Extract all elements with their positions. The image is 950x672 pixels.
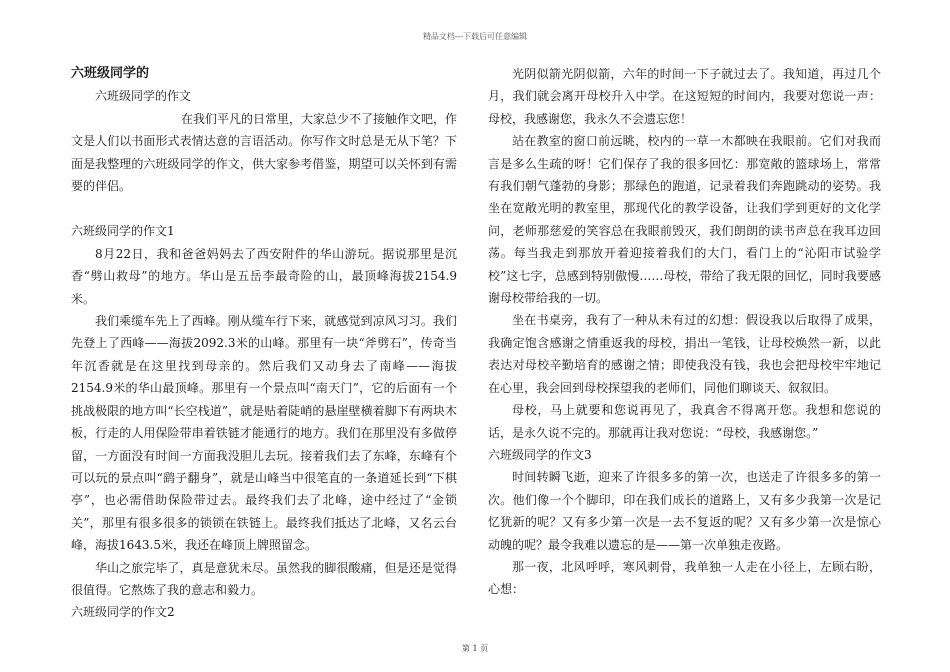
essay-3-paragraph-1: 时间转瞬飞逝，迎来了许很多多的第一次，也送走了许很多多的第一次。他们像一个个脚印，印在我们成长的道路上，又有多少我第一次是记忆犹新的呢？又有多少第一次是一去不复返的呢？又有多少第一次是惊心动魄的呢？最令我难以遗忘的是——第一次单独走夜路。 — [488, 470, 881, 552]
right-column — [488, 63, 881, 601]
essay-1-title: 六班级同学的作文1 — [71, 224, 175, 239]
essay-3-title: 六班级同学的作文3 — [488, 447, 592, 462]
essay-1-paragraph-3: 华山之旅完毕了，真是意犹未尽。虽然我的脚很酸痛，但是还是觉得很值得。它熬炼了我的意志和毅力。 — [71, 560, 457, 597]
page-number: 第 1 页 — [461, 644, 489, 653]
essay-2-paragraph-3: 坐在书桌旁，我有了一种从未有过的幻想：假设我以后取得了成果，我确定饱含感谢之情重返我的母校，捐出一笔钱，让母校焕然一新，以此表达对母校辛勤培育的感谢之情；即使我没有钱，我也会把母校牢牢地记在心里，我会回到母校探望我的老师们，同他们聊谈天、叙叙旧。 — [488, 313, 881, 395]
essay-1-paragraph-2: 我们乘缆车先上了西峰。刚从缆车行下来，就感觉到凉风习习。我们先登上了西峰——海拔2092.3米的山峰。那里有一块“斧劈石”，传奇当年沉香就是在这里找到母亲的。然后我们又动身去了南峰——海拔2154.9米的华山最顶峰。那里有一个景点叫“南天门”，它的后面有一个挑战极限的地方叫“长空栈道”，就是贴着陡峭的悬崖壁横着脚下有两块木板，行走的人用保险带串着铁链才能通行的地方。我们在那里没有多做停留，一方面没有时间一方面我没胆儿去玩。接着我们去了东峰，东峰有个可以玩的景点叫“鹞子翻身”，就是山峰当中很笔直的一条道延长到“下棋亭”，也必需借助保险带过去。最终我们去了北峰，途中经过了“金锁关”，那里有很多很多的锁锁在铁链上。最终我们抵达了北峰，又名云台峰，海拔1643.5米，我还在峰顶上牌照留念。 — [71, 314, 457, 553]
essay-2-title: 六班级同学的作文2 — [71, 605, 175, 620]
essay-2-paragraph-4: 母校，马上就要和您说再见了，我真舍不得离开您。我想和您说的话，是永久说不完的。那就再让我对您说：“母校，我感谢您。” — [488, 403, 881, 440]
essay-2-paragraph-2: 站在教室的窗口前远眺，校内的一草一木都映在我眼前。它们对我而言是多么生疏的呀！它们保存了我的很多回忆：那宽敞的篮球场上，常常有我们朝气蓬勃的身影；那绿色的跑道，记录着我们奔跑跳动的姿势。我坐在宽敞光明的教室里，那现代化的教学设备，让我们学到更好的文化学问，老师那慈爱的笑容总在我眼前毁灭，我们朗朗的读书声总在我耳边回荡。每当我走到那放开着迎接着我们的大门，看门上的“沁阳市试验学校”这七字，总感到特别傲慢……母校，带给了我无限的回忆，同时我要感谢母校带给我的一切。 — [488, 134, 881, 306]
essay-3-paragraph-2: 那一夜，北风呼呼，寒风刺骨，我单独一人走在小径上，左顾右盼，心想： — [488, 559, 881, 597]
spacer — [71, 197, 457, 220]
page-header: 精品文档---下载后可任意编辑 — [422, 32, 528, 41]
document-title: 六班级同学的 — [71, 66, 150, 81]
left-column — [71, 63, 457, 624]
essay-1-paragraph-1: 8月22日，我和爸爸妈妈去了西安附件的华山游玩。据说那里是沉香“劈山救母”的地方。华山是五岳李最奇险的山，最顶峰海拔2154.9米。 — [71, 246, 457, 306]
intro-paragraph: 在我们平凡的日常里，大家总少不了接触作文吧，作文是人们以书面形式表情达意的言语活动。你写作文时总是无从下笔？下面是我整理的六班级同学的作文，供大家参考借鉴，期望可以关怀到有需要的伴侣。 — [71, 111, 458, 194]
essay-2-paragraph-1: 光阴似箭光阴似箭，六年的时间一下子就过去了。我知道，再过几个月，我们就会离开母校升入中学。在这短短的时间内，我要对您说一声：母校，我感谢您，我永久不会遗忘您！ — [488, 67, 881, 126]
document-subtitle: 六班级同学的作文 — [95, 89, 192, 104]
